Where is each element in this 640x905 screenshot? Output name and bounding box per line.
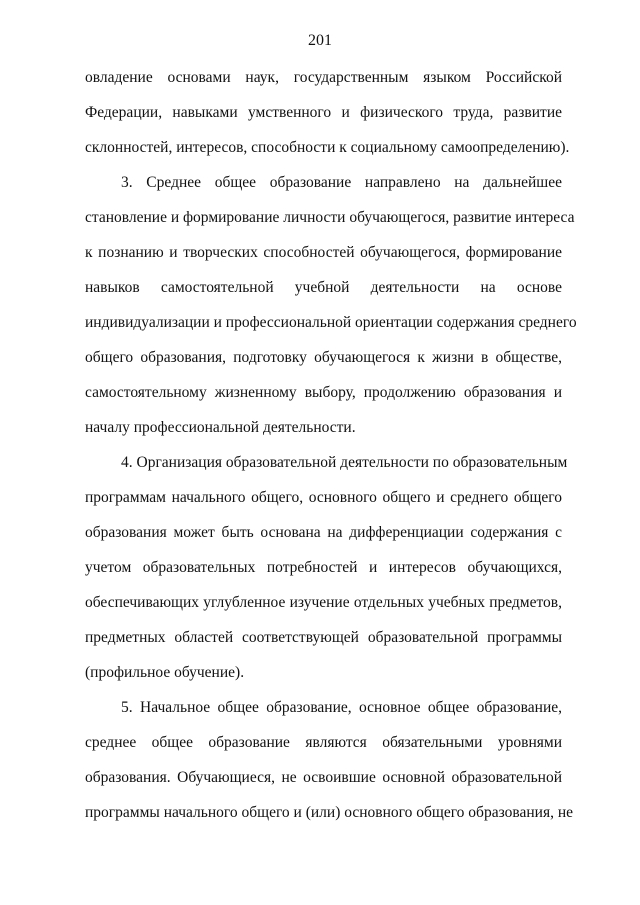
text-line: овладение основами наук, государственным языком Российской [85,69,562,86]
text-line: началу профессиональной деятельности. [85,419,356,436]
text-line: образования. Обучающиеся, не освоившие основной образовательной [85,769,562,786]
text-line: индивидуализации и профессиональной ориентации содержания среднего [85,314,577,331]
text-line: к познанию и творческих способностей обучающегося, формирование [85,244,562,261]
paragraph-3-start: 3. Среднее общее образование направлено на дальнейшее [121,174,562,191]
text-line: общего образования, подготовку обучающегося к жизни в обществе, [85,349,562,366]
text-line: среднее общее образование являются обязательными уровнями [85,734,562,751]
text-line: (профильное обучение). [85,664,245,681]
text-line: предметных областей соответствующей образовательной программы [85,629,562,646]
text-line: Федерации, навыками умственного и физического труда, развитие [85,104,562,121]
text-line: самостоятельному жизненному выбору, продолжению образования и [85,384,562,401]
text-line: становление и формирование личности обучающегося, развитие интереса [85,209,575,226]
page-number: 201 [308,32,332,49]
text-line: программам начального общего, основного общего и среднего общего [85,489,562,506]
paragraph-5-start: 5. Начальное общее образование, основное общее образование, [121,699,562,716]
text-line: учетом образовательных потребностей и интересов обучающихся, [85,559,562,576]
text-line: обеспечивающих углубленное изучение отдельных учебных предметов, [85,594,562,611]
paragraph-4-start: 4. Организация образовательной деятельности по образовательным [121,454,568,471]
text-line: программы начального общего и (или) основного общего образования, не [85,804,573,821]
text-line: образования может быть основана на дифференциации содержания с [85,524,562,541]
text-line: навыков самостоятельной учебной деятельности на основе [85,279,562,296]
text-line: склонностей, интересов, способности к социальному самоопределению). [85,139,570,156]
